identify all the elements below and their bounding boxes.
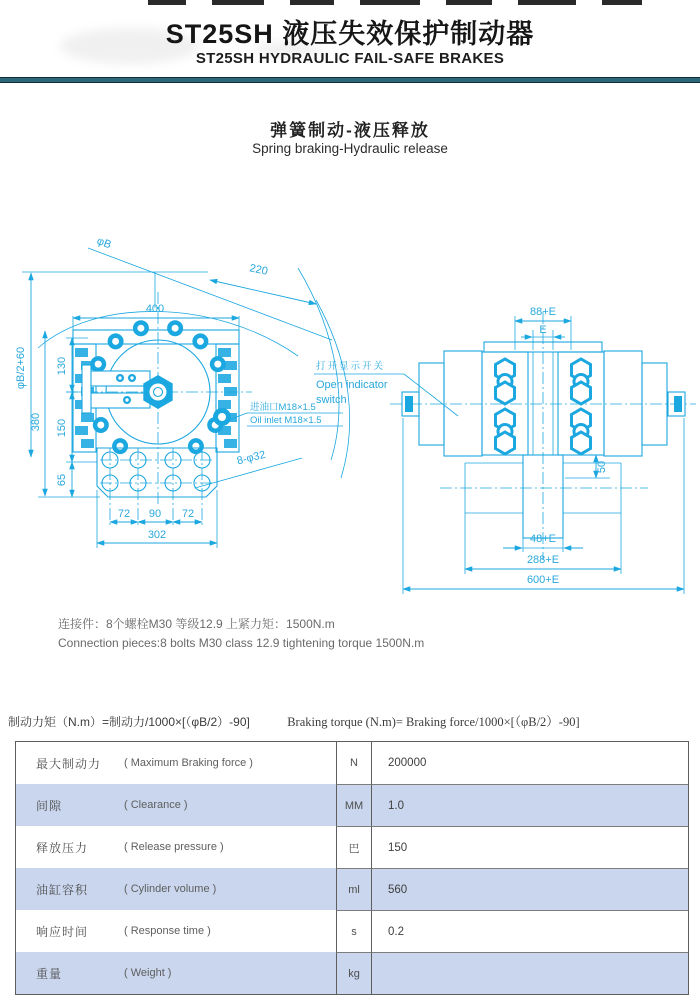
dim-380: 380 [30,412,42,432]
table-row [16,910,688,952]
spec-name-en: ( Cylinder volume ) [124,883,217,895]
spec-value: 1.0 [372,784,688,826]
braking-torque-formula [8,712,580,730]
dim-72b: 72 [181,508,195,520]
dim-302: 302 [147,529,167,541]
spec-unit: s [336,910,372,952]
switch-label-en2: switch [316,394,347,406]
spec-name-en: ( Clearance ) [124,799,188,811]
spec-name-en: ( Response time ) [124,925,211,937]
switch-label-cn: 打开显示开关 [316,361,386,372]
construction-lines [22,248,350,478]
spec-name-cn: 重量 [36,966,63,981]
spec-value: 560 [372,868,688,910]
dim-400-lines [73,316,239,330]
dim-130: 130 [56,356,68,376]
dim-90: 90 [148,508,162,520]
dim-150: 150 [56,418,68,438]
table-row [16,784,688,826]
connection-note-en: Connection pieces:8 bolts M30 class 12.9 tightening torque 1500N.m [58,636,425,650]
spec-value: 200000 [388,757,427,769]
page-title-cn: ST25SH 液压失效保护制动器 [165,19,535,49]
holes-label: 8-φ32 [235,448,267,468]
dim-48e: 48+E [530,533,556,545]
dim-88e: 88+E [530,306,556,318]
technical-drawings [0,230,700,620]
table-row [16,952,688,994]
page-title-en: ST25SH HYDRAULIC FAIL-SAFE BRAKES [195,50,505,67]
dim-65: 65 [56,473,68,487]
formula-cn: 制动力矩（N.m）=制动力/1000×[（φB/2）-90] [8,715,250,729]
spec-unit: N [336,742,372,784]
shaft-and-disc [440,455,648,538]
dim-220: 220 [248,262,269,278]
spec-name-cn: 间隙 [36,798,63,813]
dim-phi-b: φB [95,235,113,252]
dim-72a: 72 [117,508,131,520]
dim-600e: 600+E [526,574,560,586]
spec-unit: kg [336,952,372,994]
dim-phi-b-half: φB/2+60 [15,346,27,390]
spec-name-en: ( Maximum Braking force ) [124,757,253,769]
table-row [16,868,688,910]
spec-name-cn: 油缸容积 [36,882,89,897]
oil-inlet-label-en: Oil inlet M18×1.5 [250,415,322,426]
clipped-text-fragments [148,0,642,6]
spec-name-en: ( Release pressure ) [124,841,224,853]
spec-name-cn: 响应时间 [36,924,89,939]
header-divider-bar [0,77,700,83]
spec-name-en: ( Weight ) [124,967,172,979]
spec-name-cn: 最大制动力 [36,756,102,771]
formula-en: Braking torque (N.m)= Braking force/1000×[（φB/2）-90] [287,715,580,729]
connection-note-cn: 连接件：8个螺栓M30 等级12.9 上紧力矩：1500N.m [58,617,335,631]
spec-value: 0.2 [372,910,688,952]
dim-e: E [539,324,547,336]
spec-unit: MM [336,784,372,826]
spec-name-cn: 释放压力 [36,840,89,855]
spec-value [372,952,688,994]
table-row [16,826,688,868]
spec-table [15,741,689,995]
dim-288e: 288+E [526,554,560,566]
dim-50: 50 [596,460,608,474]
dim-400: 400 [145,303,165,315]
oil-inlet-label-cn: 进油口M18×1.5 [250,402,316,413]
switch-label-en1: Open indicator [316,379,388,391]
section-title-cn: 弹簧制动-液压释放 [270,121,430,140]
spec-unit: 巴 [336,826,372,868]
connection-notes [58,615,424,653]
spec-value: 150 [372,826,688,868]
table-row [16,742,688,784]
spec-unit: ml [336,868,372,910]
front-view [15,235,350,548]
side-view [314,306,696,594]
section-title-en: Spring braking-Hydraulic release [252,141,448,156]
